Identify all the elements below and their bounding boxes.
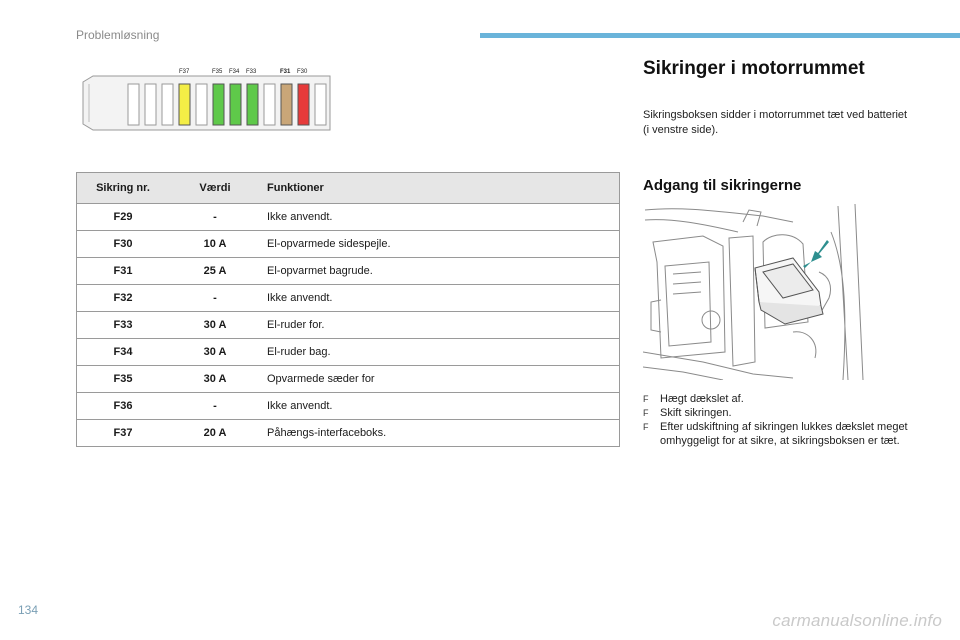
engine-compartment-illustration	[643, 202, 865, 380]
fuse-function-cell: El-opvarmede sidespejle.	[261, 231, 620, 258]
table-row	[77, 285, 620, 312]
fuse-number-cell: F33	[77, 312, 170, 339]
list-item	[643, 420, 908, 448]
fuse-value-cell: -	[169, 393, 261, 420]
page-number: 134	[18, 603, 39, 617]
list-item	[643, 406, 908, 420]
table-row	[77, 204, 620, 231]
bullet-arrow-icon: F	[643, 394, 649, 404]
table-row	[77, 420, 620, 447]
column-header-value: Værdi	[169, 173, 261, 204]
fuse-number-cell: F35	[77, 366, 170, 393]
fuse-label-f30: F30	[297, 69, 308, 75]
fuse-f34	[230, 84, 241, 125]
table-row	[77, 393, 620, 420]
engine-bay-drawing	[643, 202, 865, 380]
fuse-value-cell: 25 A	[169, 258, 261, 285]
fuse-number-cell: F32	[77, 285, 170, 312]
fuse-f35	[213, 84, 224, 125]
fuse-f33	[247, 84, 258, 125]
column-header-fuse-number: Sikring nr.	[77, 173, 170, 204]
table-row	[77, 339, 620, 366]
fuse-number-cell: F30	[77, 231, 170, 258]
fuse-function-cell: El-opvarmet bagrude.	[261, 258, 620, 285]
fuse-value-cell: 30 A	[169, 339, 261, 366]
fuse-f31	[281, 84, 292, 125]
fuse-f37	[179, 84, 190, 125]
table-header-row	[77, 173, 620, 204]
fuse-function-cell: Ikke anvendt.	[261, 285, 620, 312]
fuse-function-cell: Ikke anvendt.	[261, 393, 620, 420]
fuse-number-cell: F36	[77, 393, 170, 420]
steps-list	[643, 392, 908, 448]
fuse-label-f34: F34	[229, 69, 240, 75]
bullet-arrow-icon: F	[643, 422, 649, 432]
fuse-label-f33: F33	[246, 69, 257, 75]
header-accent-bar	[480, 33, 960, 38]
fuse-function-cell: Ikke anvendt.	[261, 204, 620, 231]
fuse-value-cell: 10 A	[169, 231, 261, 258]
fuse-table	[76, 172, 620, 447]
table-row	[77, 231, 620, 258]
fuse-number-cell: F34	[77, 339, 170, 366]
section-subtitle: Adgang til sikringerne	[643, 177, 802, 194]
table-row	[77, 258, 620, 285]
bullet-arrow-icon: F	[643, 408, 649, 418]
column-header-functions: Funktioner	[261, 173, 620, 204]
fuse-f30	[298, 84, 309, 125]
fuse-number-cell: F29	[77, 204, 170, 231]
fuse-value-cell: 20 A	[169, 420, 261, 447]
step-text: Efter udskiftning af sikringen lukkes dækslet meget omhyggeligt for at sikre, at sikringsboksen er tæt.	[660, 421, 908, 447]
section-title: Problemløsning	[76, 28, 160, 42]
fuse-label-f35: F35	[212, 69, 223, 75]
fuse-value-cell: 30 A	[169, 312, 261, 339]
fuse-function-cell: El-ruder for.	[261, 312, 620, 339]
table-row	[77, 312, 620, 339]
fuse-label-f31: F31	[280, 69, 291, 75]
fuse-value-cell: -	[169, 285, 261, 312]
fuse-function-cell: Påhængs-interfaceboks.	[261, 420, 620, 447]
fuse-label-f37: F37	[179, 69, 190, 75]
watermark: carmanualsonline.info	[772, 611, 942, 630]
list-item	[643, 392, 908, 406]
fuse-function-cell: Opvarmede sæder for	[261, 366, 620, 393]
fuse-value-cell: -	[169, 204, 261, 231]
fuse-function-cell: El-ruder bag.	[261, 339, 620, 366]
intro-paragraph: Sikringsboksen sidder i motorrummet tæt ved batteriet (i venstre side).	[643, 109, 908, 136]
page-title: Sikringer i motorrummet	[643, 58, 865, 79]
step-text: Hægt dækslet af.	[660, 393, 744, 405]
fuse-number-cell: F31	[77, 258, 170, 285]
fuse-number-cell: F37	[77, 420, 170, 447]
fuse-value-cell: 30 A	[169, 366, 261, 393]
fuse-box-illustration	[75, 66, 340, 136]
fuse-box-diagram	[75, 66, 340, 136]
table-row	[77, 366, 620, 393]
step-text: Skift sikringen.	[660, 407, 732, 419]
